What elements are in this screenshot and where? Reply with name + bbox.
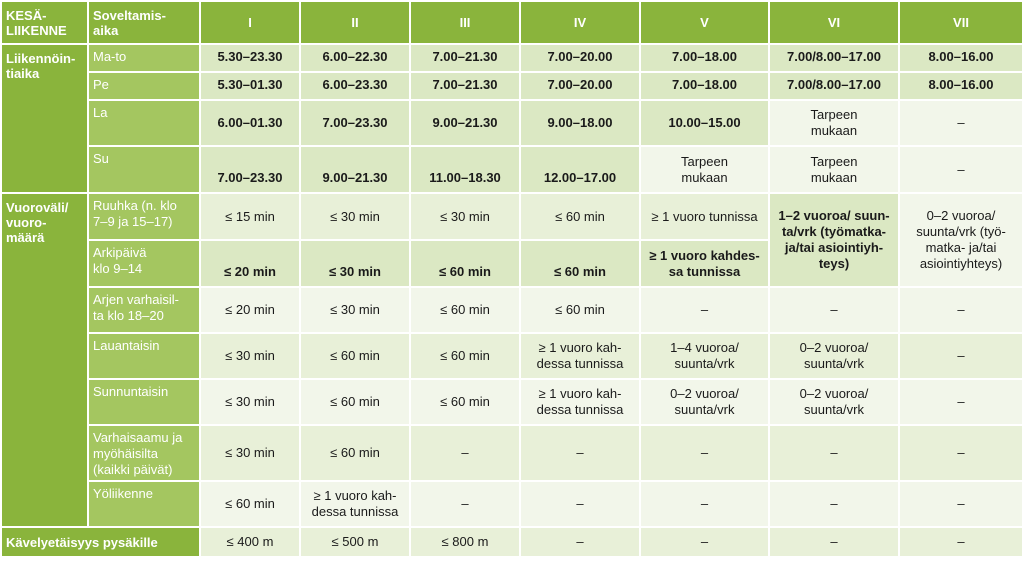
cell: ≥ 1 vuoro kahdes- sa tunnissa [641, 241, 768, 286]
cell: 5.30–01.30 [201, 73, 299, 99]
cell: – [900, 482, 1022, 526]
cell: – [900, 426, 1022, 480]
cell: Tarpeen mukaan [641, 147, 768, 192]
cell: ≤ 60 min [411, 288, 519, 332]
cell: 10.00–15.00 [641, 101, 768, 145]
cell: ≥ 1 vuoro kah- dessa tunnissa [301, 482, 409, 526]
cell: ≤ 60 min [301, 380, 409, 424]
row-label-su: Su [89, 147, 199, 192]
header-level-iv: IV [521, 2, 639, 43]
row-label-lauantaisin: Lauantaisin [89, 334, 199, 378]
row-label-ruuhka: Ruuhka (n. klo 7–9 ja 15–17) [89, 194, 199, 239]
cell: – [770, 288, 898, 332]
cell: 7.00–21.30 [411, 45, 519, 71]
cell-merged-vi: 1–2 vuoroa/ suun- ta/vrk (työmatka- ja/tai asiointiyh- teys) [770, 194, 898, 286]
table-row [2, 334, 1022, 378]
header-row [2, 2, 1022, 43]
cell: – [900, 380, 1022, 424]
cell: ≤ 30 min [201, 380, 299, 424]
row-label-mato: Ma-to [89, 45, 199, 71]
table-row [2, 482, 1022, 526]
row-label-yoliikenne: Yöliikenne [89, 482, 199, 526]
cell: ≤ 30 min [411, 194, 519, 239]
header-level-vii: VII [900, 2, 1022, 43]
table-row [2, 147, 1022, 192]
cell: – [900, 334, 1022, 378]
cell: ≥ 1 vuoro tunnissa [641, 194, 768, 239]
table-row [2, 426, 1022, 480]
cell: ≤ 60 min [301, 426, 409, 480]
cell: 6.00–01.30 [201, 101, 299, 145]
cell: – [521, 426, 639, 480]
table-row [2, 194, 1022, 239]
cell: ≤ 60 min [521, 288, 639, 332]
cell: – [770, 426, 898, 480]
cell: 7.00–18.00 [641, 45, 768, 71]
cell: – [641, 528, 768, 556]
cell: 9.00–18.00 [521, 101, 639, 145]
cell: 7.00–20.00 [521, 73, 639, 99]
cell: – [900, 288, 1022, 332]
header-level-v: V [641, 2, 768, 43]
row-label-varhaisaamu: Varhaisaamu ja myöhäisilta (kaikki päivät) [89, 426, 199, 480]
cell: ≤ 30 min [301, 194, 409, 239]
cell: ≤ 20 min [201, 241, 299, 286]
cell: ≤ 60 min [521, 241, 639, 286]
cell: ≤ 30 min [201, 426, 299, 480]
cell: 7.00/8.00–17.00 [770, 45, 898, 71]
cell: – [900, 101, 1022, 145]
cell: 1–4 vuoroa/ suunta/vrk [641, 334, 768, 378]
cell: – [521, 482, 639, 526]
cell: ≤ 60 min [301, 334, 409, 378]
cell: 7.00–23.30 [201, 147, 299, 192]
cell: ≤ 20 min [201, 288, 299, 332]
header-level-iii: III [411, 2, 519, 43]
header-level-i: I [201, 2, 299, 43]
header-level-ii: II [301, 2, 409, 43]
cell: – [411, 482, 519, 526]
row-label-sunnuntaisin: Sunnuntaisin [89, 380, 199, 424]
table-row [2, 101, 1022, 145]
cell: ≤ 60 min [411, 334, 519, 378]
table-row [2, 528, 1022, 556]
row-label-pe: Pe [89, 73, 199, 99]
cell: 7.00/8.00–17.00 [770, 73, 898, 99]
header-level-vi: VI [770, 2, 898, 43]
table-row [2, 380, 1022, 424]
cell: ≤ 400 m [201, 528, 299, 556]
table-row [2, 45, 1022, 71]
cell: 5.30–23.30 [201, 45, 299, 71]
cell: 11.00–18.30 [411, 147, 519, 192]
cell: 9.00–21.30 [301, 147, 409, 192]
table-row [2, 288, 1022, 332]
cell: 0–2 vuoroa/ suunta/vrk [641, 380, 768, 424]
cell: 0–2 vuoroa/ suunta/vrk [770, 380, 898, 424]
cell: – [770, 528, 898, 556]
cell: ≤ 800 m [411, 528, 519, 556]
cell: 7.00–23.30 [301, 101, 409, 145]
category-vuorovali: Vuoroväli/ vuoro- määrä [2, 194, 87, 526]
row-label-arkipaiva: Arkipäivä klo 9–14 [89, 241, 199, 286]
cell: ≤ 30 min [201, 334, 299, 378]
cell: ≤ 500 m [301, 528, 409, 556]
cell: ≥ 1 vuoro kah- dessa tunnissa [521, 380, 639, 424]
cell: – [641, 482, 768, 526]
cell: 7.00–18.00 [641, 73, 768, 99]
cell: – [900, 528, 1022, 556]
cell: 9.00–21.30 [411, 101, 519, 145]
cell: ≤ 15 min [201, 194, 299, 239]
cell: – [770, 482, 898, 526]
cell: ≤ 30 min [301, 241, 409, 286]
cell: 7.00–20.00 [521, 45, 639, 71]
cell: 0–2 vuoroa/ suunta/vrk [770, 334, 898, 378]
cell: 7.00–21.30 [411, 73, 519, 99]
cell: ≤ 60 min [411, 380, 519, 424]
row-label-la: La [89, 101, 199, 145]
cell: ≤ 60 min [411, 241, 519, 286]
cell: – [900, 147, 1022, 192]
cell: 6.00–22.30 [301, 45, 409, 71]
cell: – [411, 426, 519, 480]
cell: Tarpeen mukaan [770, 101, 898, 145]
cell: ≥ 1 vuoro kah- dessa tunnissa [521, 334, 639, 378]
cell: 8.00–16.00 [900, 73, 1022, 99]
cell: ≤ 30 min [301, 288, 409, 332]
cell: 6.00–23.30 [301, 73, 409, 99]
cell: – [641, 288, 768, 332]
table-row [2, 73, 1022, 99]
header-soveltamisaika: Soveltamis- aika [89, 2, 199, 43]
header-kesaliikenne: KESÄ- LIIKENNE [2, 2, 87, 43]
cell: ≤ 60 min [521, 194, 639, 239]
row-label-arjen-varhaisilta: Arjen varhaisil- ta klo 18–20 [89, 288, 199, 332]
cell: Tarpeen mukaan [770, 147, 898, 192]
cell: – [641, 426, 768, 480]
category-kavelyetaisyys: Kävelyetäisyys pysäkille [2, 528, 199, 556]
cell: ≤ 60 min [201, 482, 299, 526]
cell: 12.00–17.00 [521, 147, 639, 192]
cell-merged-vii: 0–2 vuoroa/ suunta/vrk (työ- matka- ja/tai asiointiyhteys) [900, 194, 1022, 286]
cell: – [521, 528, 639, 556]
category-liikennointiaika: Liikennöin- tiaika [2, 45, 87, 192]
cell: 8.00–16.00 [900, 45, 1022, 71]
